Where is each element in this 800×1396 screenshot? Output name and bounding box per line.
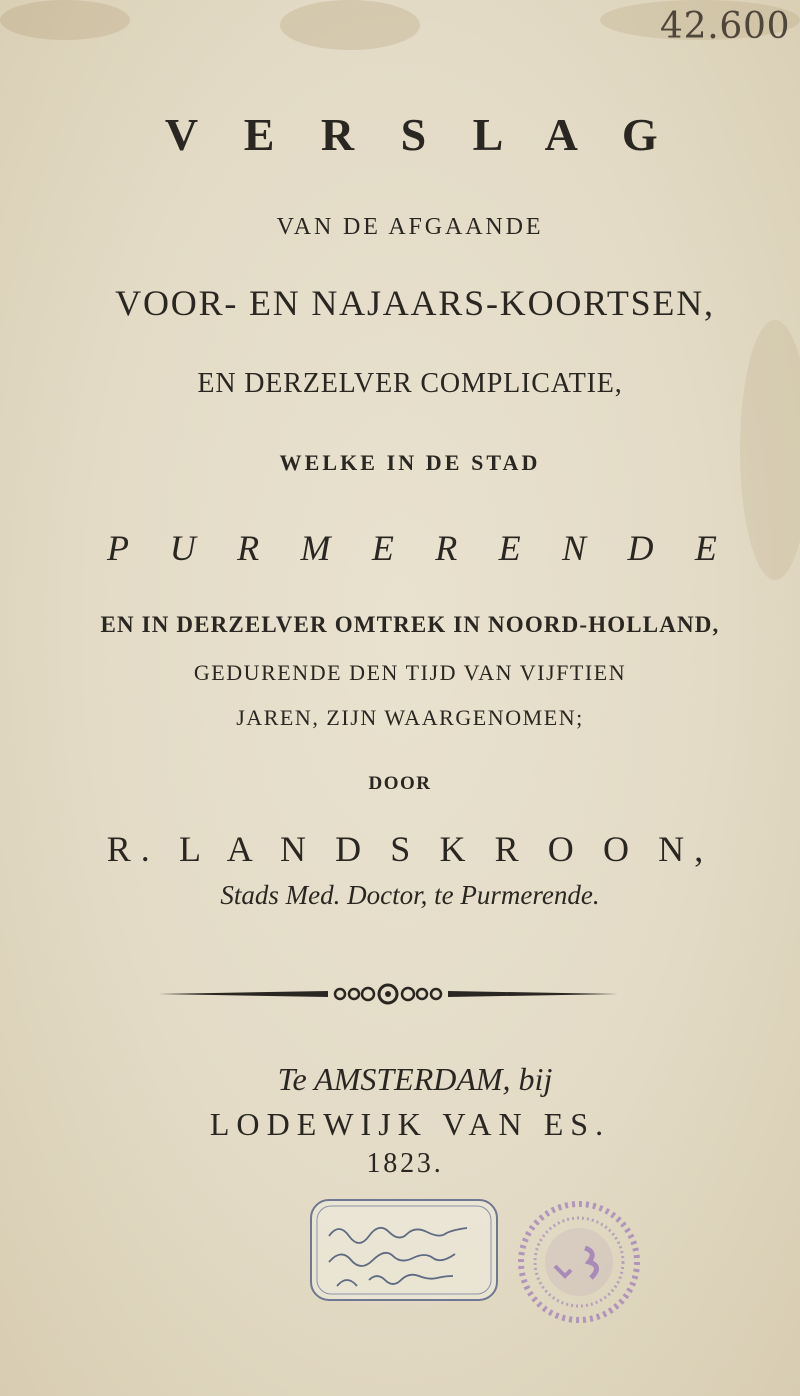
ornament-rule-icon (158, 982, 618, 1006)
subtitle-omtrek: EN IN DERZELVER OMTREK IN NOORD-HOLLAND, (100, 612, 720, 637)
shelfmark-handwritten: 42.600 (660, 6, 791, 47)
by-line: DOOR (368, 773, 432, 794)
foxing-stain (0, 0, 130, 40)
foxing-stain (280, 0, 420, 50)
subtitle-welke-in-de-stad: WELKE IN DE STAD (279, 450, 541, 475)
imprint-year: 1823. (366, 1148, 444, 1179)
imprint-publisher: LODEWIJK VAN ES. (209, 1106, 611, 1142)
subtitle-gedurende: GEDURENDE DEN TIJD VAN VIJFTIEN (193, 660, 627, 685)
subtitle-van-de-afgaande: VAN DE AFGAANDE (276, 214, 544, 240)
subtitle-complicatie: EN DERZELVER COMPLICATIE, (197, 368, 623, 399)
author-degree: Stads Med. Doctor, te Purmerende. (220, 880, 600, 910)
subtitle-koortsen: VOOR- EN NAJAARS-KOORTSEN, (115, 283, 715, 323)
library-label-icon (307, 1196, 507, 1308)
library-stamp-icon (515, 1198, 643, 1326)
subtitle-jaren: JAREN, ZIJN WAARGENOMEN; (236, 705, 584, 730)
author-name: R. L A N D S K R O O N, (106, 829, 714, 869)
imprint-place: Te AMSTERDAM, bij (277, 1061, 553, 1097)
city-purmerende: P U R M E R E N D E (106, 528, 734, 568)
title-verslag: V E R S L A G (164, 109, 676, 160)
